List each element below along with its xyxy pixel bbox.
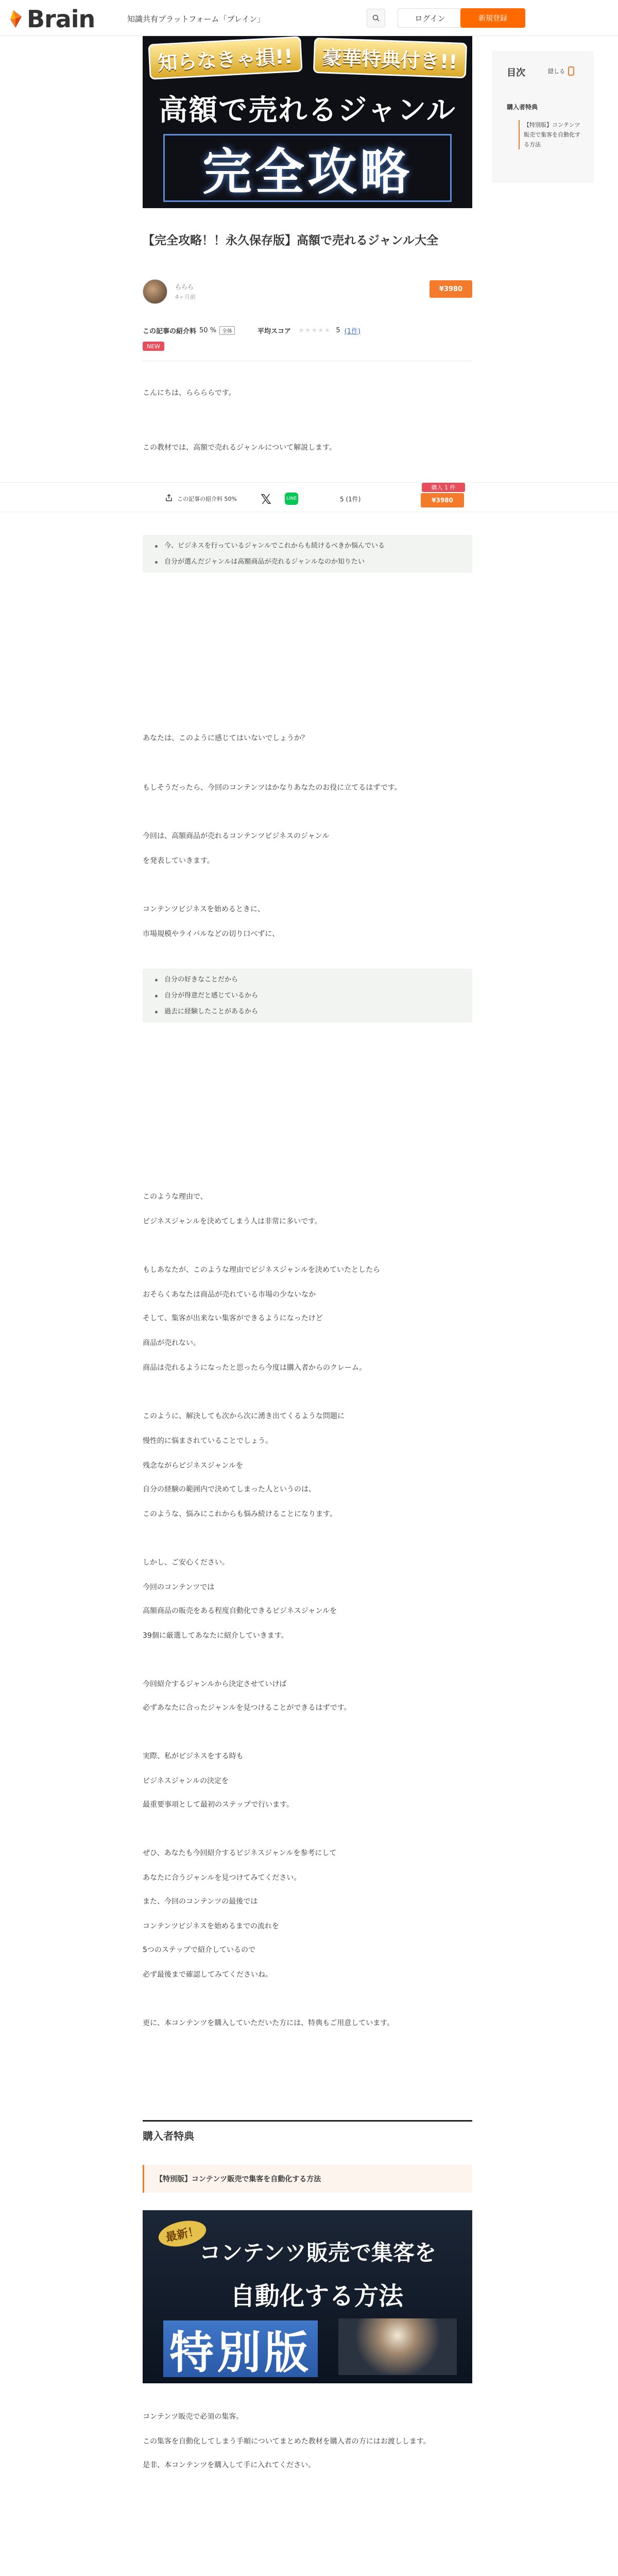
login-button[interactable]: ログイン xyxy=(398,8,462,28)
table-of-contents xyxy=(492,52,593,182)
body-paragraph: もしあなたが、このような理由でビジネスジャンルを決めていたとしたら xyxy=(143,1266,380,1274)
list-item: 自分の好きなことだから xyxy=(164,972,472,988)
hero-chip-1: 知らなきゃ損!! xyxy=(148,36,302,79)
body-paragraph: あなたに合うジャンルを見つけてみてください。 xyxy=(143,1874,301,1882)
logo-text: Brain xyxy=(27,5,95,33)
body-paragraph: 商品が売れない。 xyxy=(143,1339,200,1347)
share-bar-rating: 5 (1件) xyxy=(340,496,361,503)
star-rating-icon: ★★★★★ xyxy=(298,326,331,334)
hero-line-2: 完全攻略 xyxy=(163,134,452,202)
share-bar-price-button[interactable]: ¥3980 xyxy=(421,493,464,507)
body-paragraph: 5つのステップで紹介しているので xyxy=(143,1946,256,1954)
site-tagline: 知識共有プラットフォーム「ブレイン」 xyxy=(127,14,265,24)
body-paragraph: このような理由で、 xyxy=(143,1193,208,1201)
body-paragraph: おそらくあなたは商品が売れている市場の少ないなか xyxy=(143,1291,316,1299)
body-paragraph: 市場規模やライバルなどの切り口べずに、 xyxy=(143,930,280,938)
article-title: 【完全攻略！！永久保存版】高額で売れるジャンル大全 xyxy=(143,234,438,247)
new-badge: NEW xyxy=(143,342,164,351)
brain-logo[interactable] xyxy=(8,5,95,33)
x-share-icon[interactable]: 𝕏 xyxy=(261,492,271,507)
affiliate-tag: 全体 xyxy=(219,326,235,335)
toc-toggle-label[interactable]: 隠しる xyxy=(548,68,565,75)
toc-title: 目次 xyxy=(507,67,525,78)
sticky-share-bar xyxy=(0,482,618,512)
body-paragraph: ビジネスジャンルの決定を xyxy=(143,1777,229,1785)
author-posted-time: 4ヶ月前 xyxy=(175,294,196,300)
body-paragraph: 必ず最後まで確認してみてくださいね。 xyxy=(143,1971,272,1979)
body-paragraph: しかし、ご安心ください。 xyxy=(143,1558,229,1567)
toc-link[interactable]: 【特別版】コンテンツ販売で集客を自動化する方法 xyxy=(519,120,586,149)
purchase-count-badge: 購入 1 件 xyxy=(422,483,465,492)
body-paragraph: そして、集客が出来ない集客ができるようになったけど xyxy=(143,1314,323,1323)
score-count-link[interactable]: (1件) xyxy=(344,327,361,335)
search-icon xyxy=(372,14,380,22)
author-block[interactable] xyxy=(143,279,472,308)
perks-image-tag: 最新！ xyxy=(156,2217,209,2251)
body-paragraph: 39個に厳選してあなたに紹介していきます。 xyxy=(143,1632,288,1640)
line-share-icon[interactable]: LINE xyxy=(285,493,298,505)
reason-list xyxy=(143,969,472,1023)
perks-image xyxy=(143,2210,472,2383)
perks-image-line-2: 自動化する方法 xyxy=(230,2282,404,2311)
score-label: 平均スコア xyxy=(258,327,291,335)
perks-image-line-1: コンテンツ販売で集客を xyxy=(199,2240,436,2265)
body-paragraph: 最重要事項として最初のステップで行います。 xyxy=(143,1801,294,1809)
body-paragraph: もしそうだったら、今回のコンテンツはかなりあなたのお役に立てるはずです。 xyxy=(143,784,402,792)
body-paragraph: コンテンツビジネスを始めるときに、 xyxy=(143,905,265,913)
body-paragraph: 今回は、高額商品が売れるコンテンツビジネスのジャンル xyxy=(143,832,330,840)
body-paragraph: 更に、本コンテンツを購入していただいた方には、特典もご用意しています。 xyxy=(143,2019,394,2027)
body-paragraph: 高額商品の販売をある程度自動化できるビジネスジャンルを xyxy=(143,1607,337,1615)
register-button[interactable]: 新規登録 xyxy=(460,8,525,28)
body-paragraph: 慢性的に悩まされていることでしょう。 xyxy=(143,1437,272,1445)
body-paragraph: コンテンツビジネスを始めるまでの流れを xyxy=(143,1922,279,1930)
body-paragraph: 自分の経験の範囲内で決めてしまった人というのは、 xyxy=(143,1485,316,1494)
toc-toggle-switch[interactable] xyxy=(568,66,574,76)
perks-paragraph: 是非、本コンテンツを購入して手に入れてください。 xyxy=(143,2461,316,2469)
price-button[interactable]: ¥3980 xyxy=(430,280,472,298)
body-paragraph: 今回紹介するジャンルから決定させていけば xyxy=(143,1680,287,1688)
perks-image-box: 特別版 xyxy=(163,2320,318,2377)
hero-image xyxy=(143,36,472,208)
perks-heading: 【特別版】コンテンツ販売で集客を自動化する方法 xyxy=(143,2165,472,2193)
site-header xyxy=(0,0,618,36)
search-button[interactable] xyxy=(367,9,385,27)
list-item: 過去に経験したことがあるから xyxy=(164,1004,472,1020)
body-paragraph: 商品は売れるようになったと思ったら今度は購入者からのクレーム。 xyxy=(143,1364,367,1372)
perks-section-title: 購入者特典 xyxy=(143,2120,472,2143)
affiliate-label: この記事の紹介料 xyxy=(143,327,197,335)
hero-chip-2: 豪華特典付き!! xyxy=(313,38,467,78)
concern-list xyxy=(143,535,472,573)
avatar[interactable] xyxy=(143,279,167,304)
body-paragraph: このように、解決しても次から次に湧き出てくるような問題に xyxy=(143,1412,345,1420)
share-bar-label[interactable]: この記事の紹介料 50% xyxy=(177,496,237,502)
author-name[interactable]: ららら xyxy=(175,283,194,291)
affiliate-value: 50 % xyxy=(199,326,217,334)
body-paragraph: あなたは、このように感じてはいないでしょうか？ xyxy=(143,734,308,742)
body-paragraph: を発表していきます。 xyxy=(143,857,214,865)
body-paragraph: また、今回のコンテンツの最後では xyxy=(143,1897,258,1906)
article-stats xyxy=(143,325,472,336)
intro-paragraph-1: こんにちは、ららららです。 xyxy=(143,389,236,397)
hero-line-1: 高額で売れるジャンル xyxy=(159,94,456,127)
body-paragraph: 実際、私がビジネスをする時も xyxy=(143,1752,244,1760)
score-value: 5 xyxy=(336,326,340,334)
perks-paragraph: この集客を自動化してしまう手順についてまとめた教材を購入者の方にはお渡しします。 xyxy=(143,2437,431,2446)
share-icon[interactable] xyxy=(166,494,172,501)
body-paragraph: 今回のコンテンツでは xyxy=(143,1583,215,1591)
body-paragraph: 残念ながらビジネスジャンルを xyxy=(143,1462,243,1470)
body-paragraph: 必ずあなたに合ったジャンルを見つけることができるはずです。 xyxy=(143,1704,351,1712)
toc-heading[interactable]: 購入者特典 xyxy=(507,104,538,111)
perks-image-photo xyxy=(338,2318,457,2375)
list-item: 今、ビジネスを行っているジャンルでこれからも続けるべきか悩んでいる xyxy=(164,538,472,554)
perks-paragraph: コンテンツ販売で必須の集客。 xyxy=(143,2413,244,2421)
body-paragraph: ビジネスジャンルを決めてしまう人は非常に多いです。 xyxy=(143,1217,322,1226)
body-paragraph: このような、悩みにこれからも悩み続けることになります。 xyxy=(143,1510,337,1518)
list-item: 自分が得意だと感じているから xyxy=(164,988,472,1004)
intro-paragraph-2: この教材では、高額で売れるジャンルについて解説します。 xyxy=(143,444,336,452)
body-paragraph: ぜひ、あなたも今回紹介するビジネスジャンルを参考にして xyxy=(143,1849,337,1857)
list-item: 自分が選んだジャンルは高額商品が売れるジャンルなのか知りたい xyxy=(164,554,472,570)
brain-logo-icon xyxy=(8,9,24,29)
